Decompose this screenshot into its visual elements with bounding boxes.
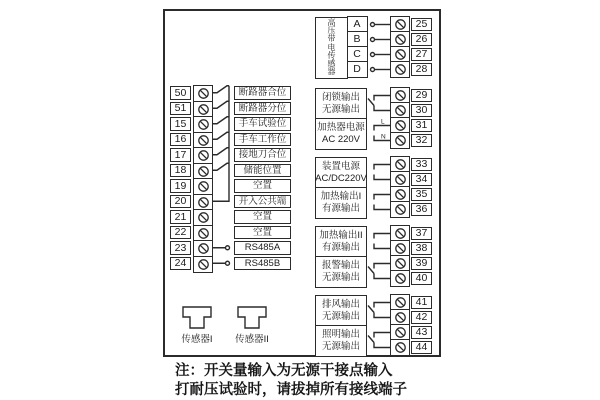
hv-channel: A <box>347 16 368 33</box>
input-label: RS485A <box>234 241 291 255</box>
section-line2: 有源输出 <box>321 202 360 214</box>
hv-channel: C <box>347 46 368 63</box>
screw-terminal-icon <box>193 256 213 273</box>
terminal-number: 34 <box>411 173 432 186</box>
terminal-number: 37 <box>411 227 432 240</box>
section-line1: 照明输出 <box>321 329 360 341</box>
terminal-number: 20 <box>170 195 191 209</box>
hv-sensor-wiring <box>367 16 390 80</box>
output-wiring-bracket-relay <box>367 225 390 289</box>
output-section-label <box>315 88 367 120</box>
section-line2: 无源输出 <box>321 310 360 322</box>
output-section-label <box>315 295 367 327</box>
terminal-number: 42 <box>411 311 432 324</box>
terminal-number: 30 <box>411 104 432 117</box>
section-line2: AC/DC220V <box>315 172 367 184</box>
hv-sensor-title-text: 高压带电传感器 <box>327 17 336 77</box>
terminal-number: 24 <box>170 257 191 271</box>
section-line2: 无源输出 <box>321 340 360 352</box>
terminal-number: 33 <box>411 158 432 171</box>
screw-terminal-icon <box>193 163 213 180</box>
terminal-number: 16 <box>170 133 191 147</box>
section-line1: 闭锁输出 <box>321 92 360 104</box>
hv-channel: D <box>347 61 368 78</box>
terminal-number: 28 <box>411 63 432 76</box>
output-section-label <box>315 226 367 258</box>
terminal-number: 35 <box>411 188 432 201</box>
input-label: 储能位置 <box>234 164 291 178</box>
input-label: 空置 <box>234 179 291 193</box>
section-line1: 排风输出 <box>321 299 360 311</box>
section-line1: 加热输出II <box>319 230 363 242</box>
input-label: 断路器分位 <box>234 102 291 116</box>
screw-terminal-icon <box>193 225 213 242</box>
note-line-1: 注：开关量输入为无源干接点输入 <box>175 363 393 379</box>
hv-sensor-title <box>315 17 348 79</box>
terminal-number: 38 <box>411 242 432 255</box>
wire-label-N: N <box>381 133 386 141</box>
terminal-number: 39 <box>411 257 432 270</box>
section-line2: 无源输出 <box>321 103 360 115</box>
screw-terminal-icon <box>193 209 213 226</box>
output-section-label <box>315 187 367 219</box>
output-wiring-brackets <box>367 156 390 220</box>
terminal-number: 43 <box>411 326 432 339</box>
output-section-label <box>315 157 367 189</box>
output-wiring-relay-and-ln <box>367 87 390 151</box>
input-label: RS485B <box>234 257 291 271</box>
terminal-number: 21 <box>170 210 191 224</box>
input-label: 开入公共端 <box>234 195 291 209</box>
terminal-number: 18 <box>170 164 191 178</box>
input-label: 接地刀合位 <box>234 148 291 162</box>
terminal-number: 50 <box>170 86 191 100</box>
sensor-label: 传感器II <box>235 334 269 345</box>
terminal-number: 31 <box>411 119 432 132</box>
screw-terminal-icon <box>193 240 213 257</box>
terminal-number: 22 <box>170 226 191 240</box>
terminal-number: 17 <box>170 148 191 162</box>
wire-label-L: L <box>381 118 385 126</box>
output-section-label <box>315 325 367 357</box>
output-wiring-relays <box>367 294 390 358</box>
screw-terminal-icon <box>193 116 213 133</box>
screw-terminal-icon <box>193 178 213 195</box>
terminal-number: 15 <box>170 117 191 131</box>
terminal-number: 51 <box>170 102 191 116</box>
terminal-number: 40 <box>411 272 432 285</box>
input-label: 手车试验位 <box>234 117 291 131</box>
section-line1: 报警输出 <box>321 260 360 272</box>
section-line2: 无源输出 <box>321 271 360 283</box>
terminal-number: 41 <box>411 296 432 309</box>
section-line2: AC 220V <box>321 133 361 145</box>
input-label: 空置 <box>234 210 291 224</box>
section-line1: 装置电源 <box>321 161 360 173</box>
screw-terminal-icon <box>193 132 213 149</box>
terminal-number: 44 <box>411 341 432 354</box>
terminal-number: 36 <box>411 203 432 216</box>
screw-terminal-icon <box>390 132 410 149</box>
terminal-number: 26 <box>411 33 432 46</box>
section-line2: 有源输出 <box>321 241 360 253</box>
screw-terminal-icon <box>193 101 213 118</box>
terminal-number: 19 <box>170 179 191 193</box>
terminal-number: 25 <box>411 18 432 31</box>
terminal-number: 29 <box>411 89 432 102</box>
screw-terminal-icon <box>390 201 410 218</box>
input-label: 断路器合位 <box>234 86 291 100</box>
output-section-label <box>315 256 367 288</box>
screw-terminal-icon <box>193 85 213 102</box>
input-label: 手车工作位 <box>234 133 291 147</box>
section-line1: 加热器电源 <box>317 122 365 134</box>
screw-terminal-icon <box>390 270 410 287</box>
input-wiring-switches <box>212 84 236 274</box>
sensor-plug-icon <box>180 304 290 332</box>
terminal-number: 32 <box>411 134 432 147</box>
screw-terminal-icon <box>193 147 213 164</box>
output-section-label <box>315 118 367 150</box>
hv-channel: B <box>347 31 368 48</box>
section-line1: 加热输出I <box>320 191 362 203</box>
terminal-number: 23 <box>170 241 191 255</box>
screw-terminal-icon <box>193 194 213 211</box>
screw-terminal-icon <box>390 339 410 356</box>
terminal-number: 27 <box>411 48 432 61</box>
sensor-label: 传感器I <box>181 334 213 345</box>
note-line-2: 打耐压试验时，请拔掉所有接线端子 <box>175 382 407 398</box>
screw-terminal-icon <box>390 61 410 78</box>
input-label: 空置 <box>234 226 291 240</box>
